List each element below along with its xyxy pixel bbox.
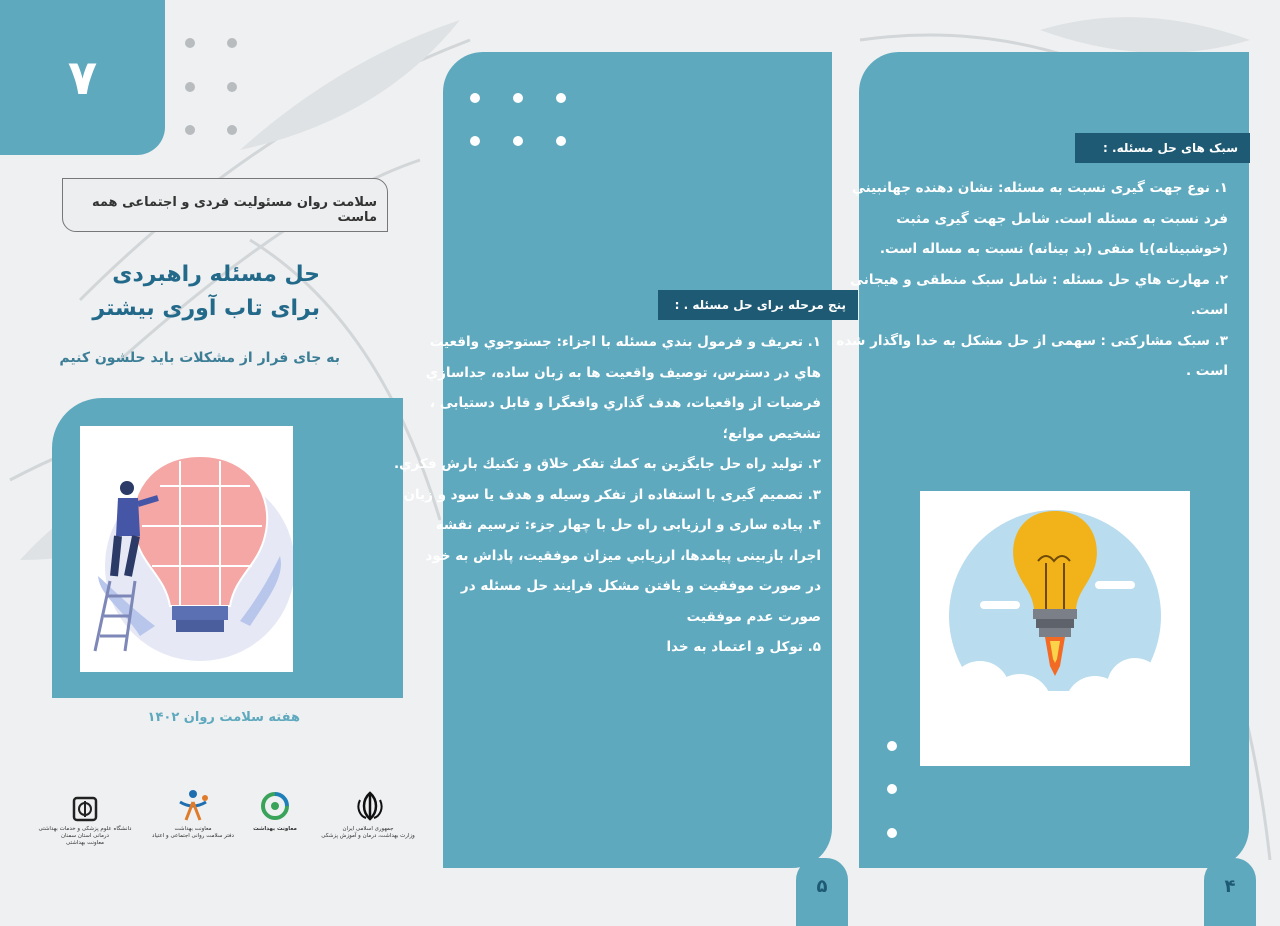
rocket-bulb-illustration: [920, 491, 1190, 766]
title-line-1: حل مسئله راهبردی: [112, 262, 320, 287]
right-panel-heading: سبک های حل مسئله. :: [1075, 133, 1250, 163]
week-label: هفته سلامت روان ۱۴۰۲: [147, 710, 300, 725]
middle-panel-heading: پنج مرحله برای حل مسئله . :: [658, 290, 858, 320]
right-line: ۱. نوع جهت گیری نسبت به مسئله: نشان دهنده جهانبیني: [852, 180, 1228, 196]
dot: [556, 136, 566, 146]
dot: [887, 828, 897, 838]
middle-line: تشخیص موانع؛: [722, 425, 821, 442]
middle-line: اجرا، بازبینی پیامدها، ارزیابي میزان موفقیت، پاداش به خود: [425, 547, 821, 564]
dot: [185, 125, 195, 135]
page-number-4-text: ۴: [1224, 876, 1236, 897]
dot: [227, 82, 237, 92]
logo-mental-health-office-label: معاونت بهداشت دفتر سلامت روانی اجتماعی و اعتیاد: [152, 826, 234, 839]
page-number-badge: [0, 0, 165, 155]
logo-health-deputy: [250, 790, 300, 850]
logo-health-deputy-label: معاونت بهداشت: [253, 826, 297, 832]
logo-mental-health-office: [148, 788, 238, 850]
health-deputy-icon: [259, 790, 291, 822]
dot: [556, 93, 566, 103]
university-emblem-icon: [72, 796, 98, 822]
middle-line: ۵. توکل و اعتماد به خدا: [666, 639, 821, 655]
dot: [185, 82, 195, 92]
middle-line: در صورت موفقیت و یافتن مشکل فرایند حل مسئله در: [460, 578, 821, 594]
dot: [887, 784, 897, 794]
dot: [887, 741, 897, 751]
puzzle-bulb-illustration: [80, 426, 293, 672]
middle-line: ۲. تولید راه حل جایگزین به کمك تفکر خلاق و تکنیك بارش فکري.: [393, 456, 821, 472]
middle-line: هاي در دسترس، توصیف واقعیت ها به زبان ساده، جداسازي: [425, 364, 821, 381]
logo-semnan-university: [30, 796, 140, 854]
right-line: ۳. سبک مشارکتی : سهمی از حل مشکل به خدا واگذار شده: [836, 332, 1228, 349]
slogan-text: سلامت روان مسئولیت فردی و اجتماعی همه ماست: [91, 195, 377, 225]
title-line-2: برای تاب آوری بیشتر: [92, 296, 320, 321]
logo-ministry-label: جمهوری اسلامی ایران وزارت بهداشت، درمان و آموزش پزشکی: [321, 826, 415, 839]
right-panel-body: [836, 173, 1228, 387]
right-line: فرد نسبت به مسئله است. شامل جهت گیری مثبت: [896, 210, 1228, 227]
middle-line: ۱. تعریف و فرمول بندي مسئله با اجزاء: جستوجوي واقعیت: [429, 334, 821, 350]
dot: [470, 136, 480, 146]
logo-semnan-university-label: دانشگاه علوم پزشکی و خدمات بهداشتی درمانی استان سمنان معاونت بهداشتی: [38, 826, 132, 846]
middle-panel-body: [393, 327, 821, 663]
iran-emblem-icon: [354, 790, 386, 822]
middle-line: ۴. پیاده ساری و ارزیابی راه حل با چهار جزء: ترسیم نقشه: [435, 517, 821, 533]
dot: [513, 93, 523, 103]
page-number-badge-text: ۷: [67, 50, 98, 106]
subtitle: به جای فرار از مشکلات باید حلشون کنیم: [59, 350, 340, 366]
dot: [513, 136, 523, 146]
logo-ministry: [318, 790, 418, 850]
puzzle-bulb-icon: [80, 426, 293, 672]
right-line: است .: [1185, 363, 1228, 379]
middle-line: صورت عدم موفقیت: [686, 608, 821, 625]
main-title: [40, 258, 320, 326]
slogan-banner: [62, 178, 388, 232]
page-number-5-text: ۵: [816, 876, 828, 897]
mental-health-office-icon: [176, 788, 210, 822]
dot: [227, 125, 237, 135]
page-number-tab-5: [796, 858, 848, 926]
dot: [185, 38, 195, 48]
middle-line: فرضیات از واقعیات، هدف گذاري واقعگرا و قابل دستیابی ،: [429, 395, 821, 411]
right-line: است.: [1190, 302, 1228, 318]
right-line: (خوشبینانه)یا منفی (بد بینانه) نسبت به مساله است.: [879, 241, 1228, 257]
page-number-tab-4: [1204, 858, 1256, 926]
dot: [470, 93, 480, 103]
right-line: ۲. مهارت هاي حل مسئله : شامل سبک منطقی و هیجانی: [850, 271, 1228, 288]
dot: [227, 38, 237, 48]
middle-line: ۳. تصمیم گیری با استفاده از تفکر وسیله و هدف یا سود و زیان: [403, 486, 821, 503]
rocket-bulb-icon: [920, 491, 1190, 766]
